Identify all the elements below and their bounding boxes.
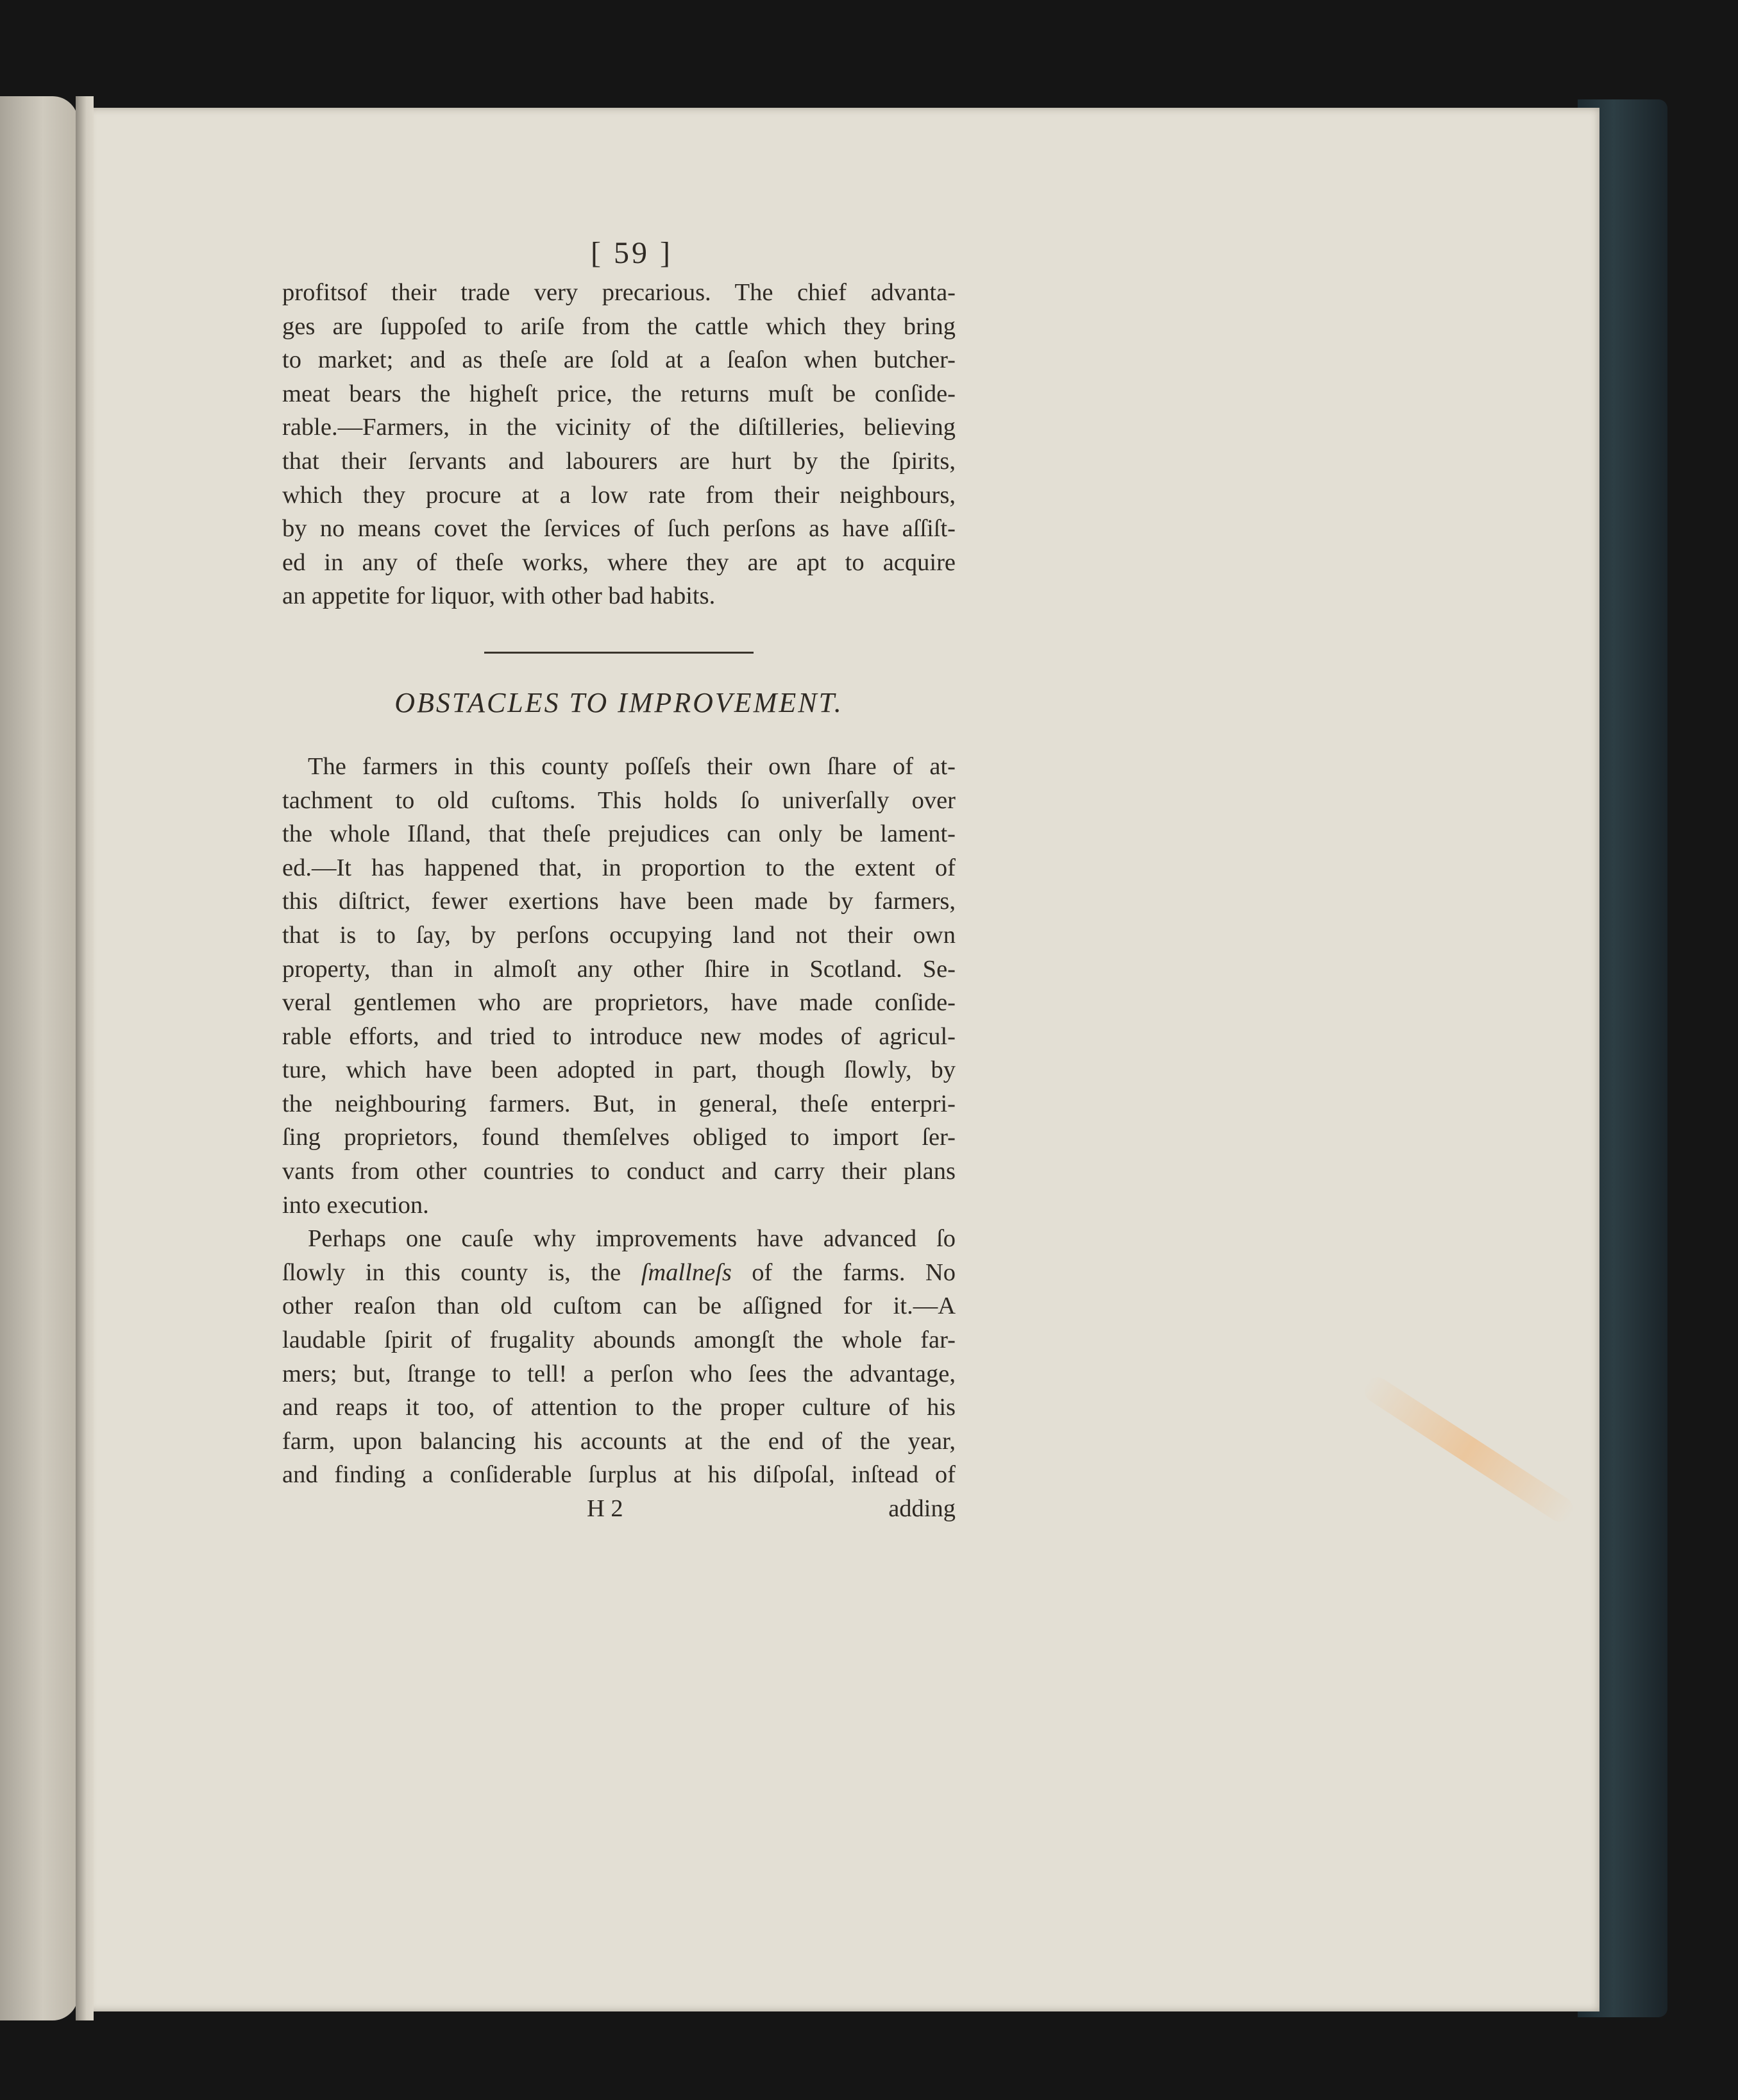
text-line: farm, upon balancing his accounts at the end of the year,	[282, 1427, 956, 1455]
page-gutter	[76, 96, 94, 2020]
text-line: laudable ſpirit of frugality abounds amongſt the whole far-	[282, 1326, 956, 1354]
left-page-edge	[0, 96, 78, 2020]
text-line: rable efforts, and tried to introduce new modes of agricul-	[282, 1022, 956, 1050]
text-line: property, than in almoſt any other ſhire in Scotland. Se-	[282, 955, 956, 983]
paragraph-1	[282, 276, 956, 613]
text-line: that their ſervants and labourers are hurt by the ſpirits,	[282, 447, 956, 475]
page-footer	[282, 1492, 956, 1525]
text-line: this diſtrict, fewer exertions have been made by farmers,	[282, 888, 956, 915]
text-line: other reaſon than old cuſtom can be aſſigned for it.—A	[282, 1292, 956, 1320]
text-line: into execution.	[282, 1191, 429, 1219]
text-line: rable.—Farmers, in the vicinity of the diſtilleries, believing	[282, 414, 956, 441]
text-line-with-italic	[282, 1256, 956, 1290]
text-line: ed.—It has happened that, in proportion to the extent of	[282, 854, 956, 881]
paragraph-3	[282, 1222, 956, 1492]
text-line: vants from other countries to conduct and carry their plans	[282, 1158, 956, 1185]
text-line: meat bears the higheſt price, the returns muſt be conſide-	[282, 380, 956, 407]
text-line: the neighbouring farmers. But, in general, theſe enterpri-	[282, 1090, 956, 1117]
page-number-header: [ 59 ]	[591, 236, 673, 270]
text-line: profitsof their trade very precarious. The chief advanta-	[282, 279, 956, 306]
text-line: the whole Iſland, that theſe prejudices can only be lament-	[282, 820, 956, 848]
text-line: an appetite for liquor, with other bad habits.	[282, 582, 716, 610]
italic-word: ſmallneſs	[641, 1258, 732, 1286]
text-line: by no means covet the ſervices of ſuch perſons as have aſſiſt-	[282, 515, 956, 543]
text-line: ture, which have been adopted in part, though ſlowly, by	[282, 1056, 956, 1084]
text-line: ed in any of theſe works, where they are apt to acquire	[282, 548, 956, 576]
text-run: of the farms. No	[731, 1258, 956, 1286]
text-line: and finding a conſiderable ſurplus at his diſpoſal, inſtead of	[282, 1461, 956, 1489]
text-line: ges are ſuppoſed to ariſe from the cattle which they bring	[282, 312, 956, 340]
text-line: mers; but, ſtrange to tell! a perſon who ſees the advantage,	[282, 1360, 956, 1387]
catchword: adding	[888, 1495, 956, 1522]
text-line: which they procure at a low rate from their neighbours,	[282, 481, 956, 509]
section-divider-rule	[484, 652, 754, 654]
text-line: Perhaps one cauſe why improvements have advanced ſo	[308, 1225, 956, 1253]
text-line: and reaps it too, of attention to the proper culture of his	[282, 1394, 956, 1421]
signature-mark: H 2	[587, 1495, 623, 1522]
text-line: ſing proprietors, found themſelves obliged to import ſer-	[282, 1124, 956, 1151]
paragraph-2	[282, 750, 956, 1222]
text-line: tachment to old cuſtoms. This holds ſo univerſally over	[282, 786, 956, 814]
page-text-block	[282, 231, 956, 1525]
text-line: that is to ſay, by perſons occupying land not their own	[282, 921, 956, 949]
section-title: OBSTACLES TO IMPROVEMENT.	[394, 686, 843, 718]
text-line: The farmers in this county poſſeſs their own ſhare of at-	[308, 752, 956, 780]
text-run: ſlowly in this county is, the	[282, 1258, 641, 1286]
text-line: veral gentlemen who are proprietors, have made conſide-	[282, 989, 956, 1017]
text-line: to market; and as theſe are ſold at a ſeaſon when butcher-	[282, 346, 956, 374]
